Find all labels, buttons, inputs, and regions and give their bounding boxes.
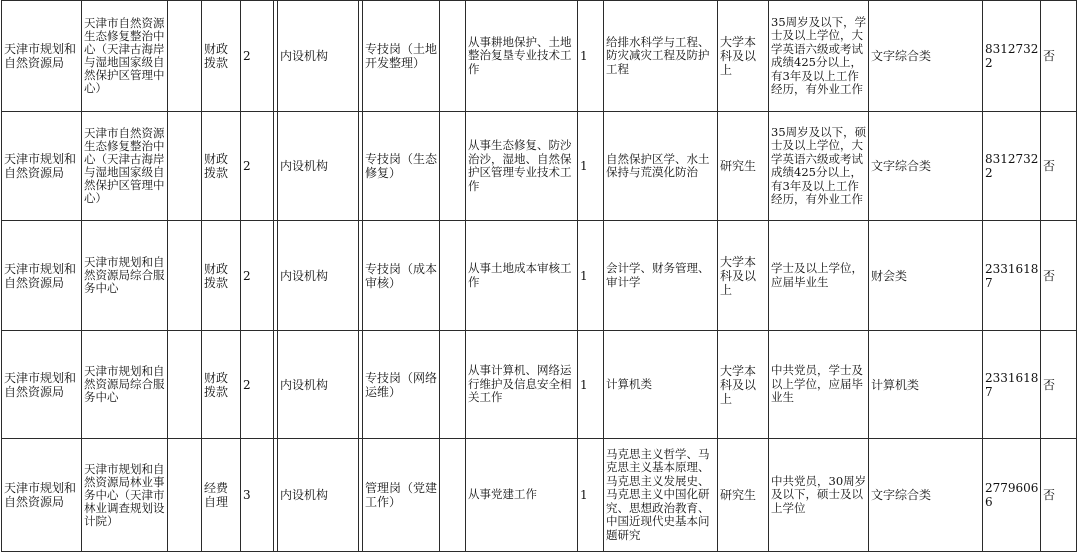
department-cell: 天津市规划和自然资源局 xyxy=(2,221,82,331)
org-type-cell: 内设机构 xyxy=(278,331,359,439)
count-cell: 1 xyxy=(578,112,604,221)
level-cell: 2 xyxy=(241,221,274,331)
table-row xyxy=(2,1,1077,112)
phone-cell: 27796066 xyxy=(983,439,1041,552)
org-type-cell: 内设机构 xyxy=(278,1,359,112)
department-cell: 天津市规划和自然资源局 xyxy=(2,1,82,112)
major-cell: 自然保护区学、水土保持与荒漠化防治 xyxy=(604,112,718,221)
blank-cell xyxy=(440,221,466,331)
blank-cell xyxy=(440,112,466,221)
funding-cell: 财政拨款 xyxy=(202,112,241,221)
level-cell: 2 xyxy=(241,112,274,221)
duties-cell: 从事耕地保护、土地整治复垦专业技术工作 xyxy=(466,1,578,112)
unit-cell: 天津市规划和自然资源局林业事务中心（天津市林业调查规划设计院） xyxy=(82,439,168,552)
position-cell: 管理岗（党建工作） xyxy=(363,439,440,552)
exam-cell: 文字综合类 xyxy=(869,112,983,221)
duties-cell: 从事计算机、网络运行维护及信息安全相关工作 xyxy=(466,331,578,439)
funding-cell: 财政拨款 xyxy=(202,331,241,439)
duties-cell: 从事土地成本审核工作 xyxy=(466,221,578,331)
phone-cell: 83127322 xyxy=(983,112,1041,221)
flag-cell: 否 xyxy=(1041,221,1077,331)
blank-cell xyxy=(168,1,202,112)
exam-cell: 计算机类 xyxy=(869,331,983,439)
education-cell: 大学本科及以上 xyxy=(718,331,769,439)
position-cell: 专技岗（成本审核） xyxy=(363,221,440,331)
requirements-cell: 中共党员，学士及以上学位，应届毕业生 xyxy=(769,331,869,439)
count-cell: 1 xyxy=(578,221,604,331)
department-cell: 天津市规划和自然资源局 xyxy=(2,331,82,439)
department-cell: 天津市规划和自然资源局 xyxy=(2,439,82,552)
major-cell: 计算机类 xyxy=(604,331,718,439)
requirements-cell: 中共党员，30周岁及以下，硕士及以上学位 xyxy=(769,439,869,552)
education-cell: 研究生 xyxy=(718,439,769,552)
phone-cell: 23316187 xyxy=(983,331,1041,439)
unit-cell: 天津市自然资源生态修复整治中心（天津古海岸与湿地国家级自然保护区管理中心） xyxy=(82,1,168,112)
blank-cell xyxy=(440,1,466,112)
major-cell: 会计学、财务管理、审计学 xyxy=(604,221,718,331)
org-type-cell: 内设机构 xyxy=(278,439,359,552)
funding-cell: 财政拨款 xyxy=(202,221,241,331)
blank-cell xyxy=(440,331,466,439)
education-cell: 大学本科及以上 xyxy=(718,1,769,112)
education-cell: 研究生 xyxy=(718,112,769,221)
major-cell: 马克思主义哲学、马克思主义基本原理、马克思主义发展史、马克思主义中国化研究、思想政治教育、中国近现代史基本问题研究 xyxy=(604,439,718,552)
count-cell: 1 xyxy=(578,331,604,439)
unit-cell: 天津市规划和自然资源局综合服务中心 xyxy=(82,221,168,331)
blank-cell xyxy=(168,112,202,221)
exam-cell: 文字综合类 xyxy=(869,1,983,112)
level-cell: 2 xyxy=(241,331,274,439)
duties-cell: 从事生态修复、防沙治沙，湿地、自然保护区管理专业技术工作 xyxy=(466,112,578,221)
unit-cell: 天津市规划和自然资源局综合服务中心 xyxy=(82,331,168,439)
phone-cell: 83127322 xyxy=(983,1,1041,112)
org-type-cell: 内设机构 xyxy=(278,112,359,221)
blank-cell xyxy=(168,439,202,552)
blank-cell xyxy=(168,221,202,331)
level-cell: 3 xyxy=(241,439,274,552)
duties-cell: 从事党建工作 xyxy=(466,439,578,552)
education-cell: 大学本科及以上 xyxy=(718,221,769,331)
flag-cell: 否 xyxy=(1041,1,1077,112)
table-row xyxy=(2,221,1077,331)
flag-cell: 否 xyxy=(1041,112,1077,221)
requirements-cell: 35周岁及以下，硕士及以上学位，大学英语六级或考试成绩425分以上，有3年及以上工作经历，有外业工作 xyxy=(769,112,869,221)
recruitment-table xyxy=(1,0,1077,552)
requirements-cell: 学士及以上学位，应届毕业生 xyxy=(769,221,869,331)
exam-cell: 财会类 xyxy=(869,221,983,331)
count-cell: 1 xyxy=(578,1,604,112)
exam-cell: 文字综合类 xyxy=(869,439,983,552)
count-cell: 1 xyxy=(578,439,604,552)
table-row xyxy=(2,112,1077,221)
position-cell: 专技岗（土地开发整理） xyxy=(363,1,440,112)
blank-cell xyxy=(168,331,202,439)
requirements-cell: 35周岁及以下，学士及以上学位，大学英语六级或考试成绩425分以上，有3年及以上工作经历，有外业工作 xyxy=(769,1,869,112)
position-cell: 专技岗（生态修复） xyxy=(363,112,440,221)
org-type-cell: 内设机构 xyxy=(278,221,359,331)
phone-cell: 23316187 xyxy=(983,221,1041,331)
level-cell: 2 xyxy=(241,1,274,112)
funding-cell: 经费自理 xyxy=(202,439,241,552)
unit-cell: 天津市自然资源生态修复整治中心（天津古海岸与湿地国家级自然保护区管理中心） xyxy=(82,112,168,221)
flag-cell: 否 xyxy=(1041,331,1077,439)
funding-cell: 财政拨款 xyxy=(202,1,241,112)
position-cell: 专技岗（网络运维） xyxy=(363,331,440,439)
table-row xyxy=(2,331,1077,439)
department-cell: 天津市规划和自然资源局 xyxy=(2,112,82,221)
major-cell: 给排水科学与工程、防灾减灾工程及防护工程 xyxy=(604,1,718,112)
table-row xyxy=(2,439,1077,552)
flag-cell: 否 xyxy=(1041,439,1077,552)
blank-cell xyxy=(440,439,466,552)
